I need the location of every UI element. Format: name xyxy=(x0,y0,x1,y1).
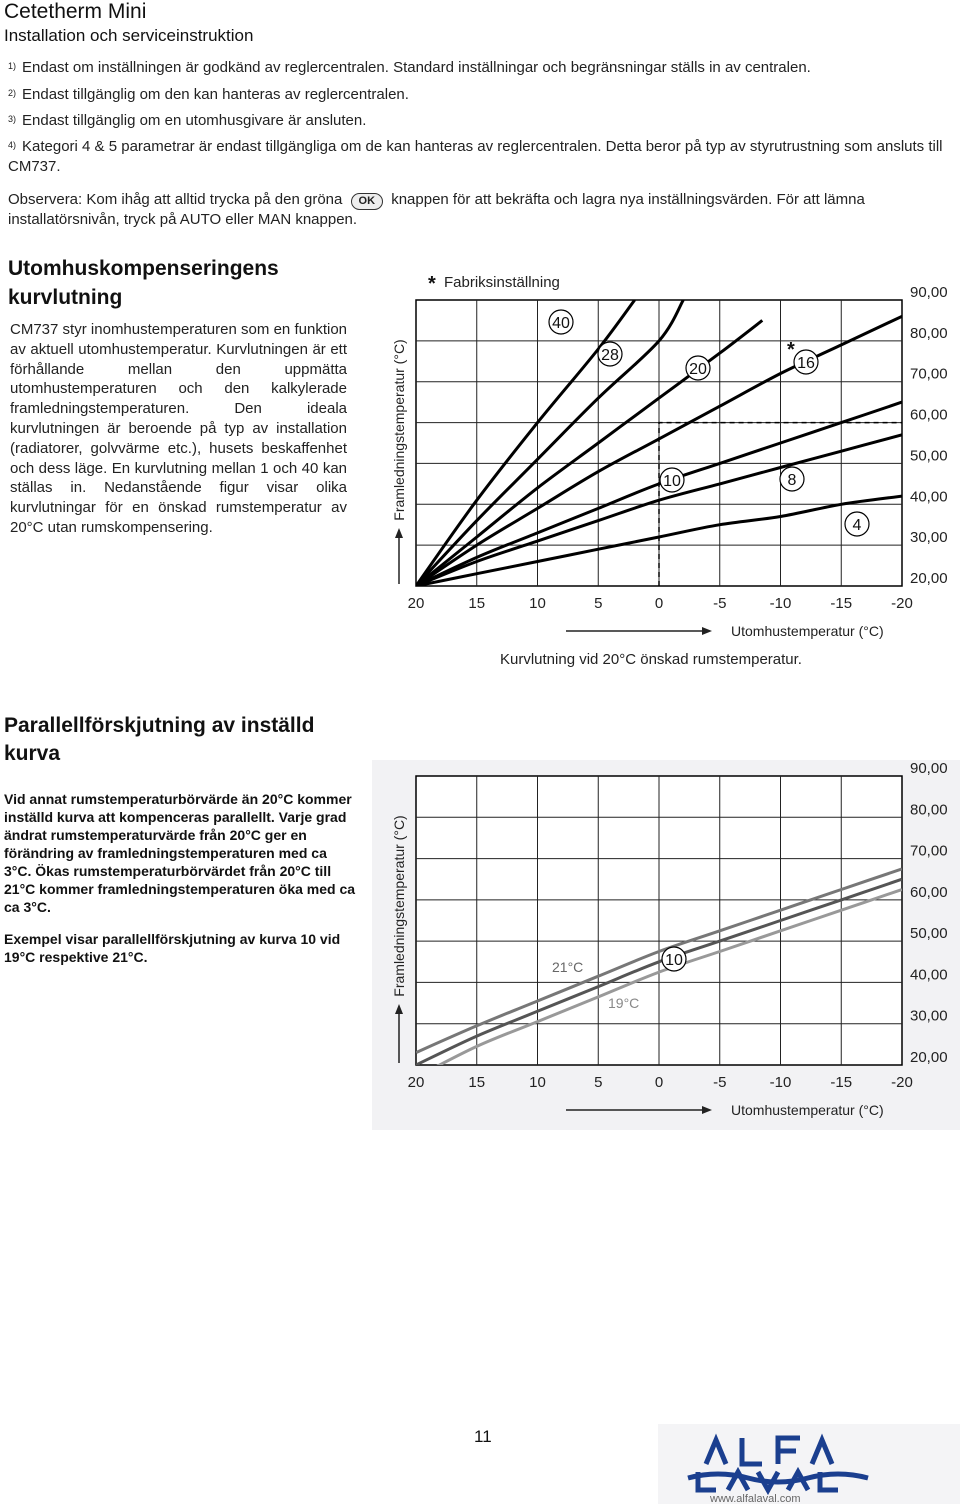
x-axis-label: Utomhustemperatur (°C) xyxy=(731,1102,884,1118)
y-tick-label: 40,00 xyxy=(910,488,948,506)
y-axis-label: Framledningstemperatur (°C) xyxy=(391,815,407,997)
section2-paragraph-2: Exempel visar parallellförskjutning av kurva 10 vid 19°C respektive 21°C. xyxy=(4,931,341,965)
x-tick-label: -15 xyxy=(830,1074,853,1091)
footnote-text: Endast tillgänglig om en utomhusgivare är ansluten. xyxy=(22,112,367,129)
x-tick-label: 10 xyxy=(529,1074,546,1091)
document-subtitle: Installation och serviceinstruktion xyxy=(4,26,254,45)
footnote-4 xyxy=(8,137,948,177)
x-axis-label: Utomhustemperatur (°C) xyxy=(731,623,884,639)
legend-text: Fabriksinställning xyxy=(444,274,560,291)
x-axis-arrow-head xyxy=(702,627,712,635)
footnote-mark: 1) xyxy=(8,61,17,71)
y-tick-label: 60,00 xyxy=(910,883,948,901)
y-axis-arrow-head xyxy=(395,528,403,538)
y-tick-label: 70,00 xyxy=(910,842,948,860)
curve-label-10: 10 xyxy=(665,952,683,969)
parallel-shift-chart xyxy=(372,760,960,1130)
section1-title: Utomhuskompenseringens kurvlutning xyxy=(8,257,279,309)
curve-label-40: 40 xyxy=(552,315,570,332)
curve-label-21c: 21°C xyxy=(552,959,584,975)
page-number: 11 xyxy=(474,1427,492,1446)
footnote-text: Endast om inställningen är godkänd av reglercentralen. Standard inställningar och begränsningar ställs in av centralen. xyxy=(22,59,811,76)
x-tick-label: -15 xyxy=(830,595,853,612)
curve-label-20: 20 xyxy=(689,361,707,378)
section1-body: CM737 styr inomhustemperaturen som en funktion av aktuell utomhustemperatur. Kurvlutningen är ett förhållande mellan den uppmätta utomhustemperaturen och den kalkylerade framledningstemperaturen. Den ideala kurvlutningen är beroende på typ av installation (radiatorer, golvvärme etc.), husets beskaffenhet och dess läge. En kurvlutning mellan 1 och 40 kan ställas in. Nedanstående figur visar olika kurvlutningar för en önskad rumstemperatur av 20°C utan rumskompensering. xyxy=(10,321,347,536)
footnote-3 xyxy=(8,111,366,131)
footnote-mark: 3) xyxy=(8,114,17,124)
x-tick-label: -5 xyxy=(713,1074,727,1091)
y-tick-label: 80,00 xyxy=(910,801,948,819)
section2-body xyxy=(4,790,356,980)
x-tick-label: -10 xyxy=(769,595,792,612)
y-tick-label: 20,00 xyxy=(910,570,948,587)
footnote-text: Kategori 4 & 5 parametrar är endast tillgängliga om de kan hanteras av reglercentralen. Detta beror på typ av styrutrustning som ansluts till CM737. xyxy=(8,138,943,175)
x-tick-label: 0 xyxy=(654,595,664,612)
x-tick-label: -20 xyxy=(891,1074,913,1091)
section2-title: Parallellförskjutning av inställd kurva xyxy=(4,714,315,765)
y-axis-label: Framledningstemperatur (°C) xyxy=(391,339,407,521)
x-tick-label: 5 xyxy=(594,595,603,612)
y-tick-label: 70,00 xyxy=(910,365,948,383)
footnote-mark: 4) xyxy=(8,140,17,150)
footnote-mark: 2) xyxy=(8,88,17,98)
x-tick-label: -10 xyxy=(769,1074,792,1091)
ok-button-icon: OK xyxy=(351,193,384,210)
curve-label-16: 16 xyxy=(797,355,815,372)
footnote-text: Endast tillgänglig om den kan hanteras av reglercentralen. xyxy=(22,86,409,103)
y-tick-label: 40,00 xyxy=(910,966,948,984)
y-tick-label: 90,00 xyxy=(910,284,948,301)
alfa-laval-logo xyxy=(658,1424,960,1504)
curve-label-10: 10 xyxy=(663,473,681,490)
observe-text-after: knappen för att bekräfta och lagra nya inställningsvärden. För att lämna installatörsnivån, tryck på AUTO eller MAN knappen. xyxy=(8,191,865,228)
y-tick-label: 30,00 xyxy=(910,1007,948,1025)
section2-paragraph-1: Vid annat rumstemperaturbörvärde än 20°C kommer inställd kurva att kompenceras parallellt. Varje grad ändrat rumstemperaturvärde från 20°C ger en förändring av framledningstemperaturen med ca 3°C. Ökas rumstemperaturbörvärdet från 20°C till 21°C kommer framledningstemperaturen öka med ca ca 3°C. xyxy=(4,791,356,915)
x-tick-label: 10 xyxy=(529,595,546,612)
y-tick-label: 50,00 xyxy=(910,447,948,465)
x-tick-label: 5 xyxy=(594,1074,603,1091)
y-tick-label: 20,00 xyxy=(910,1049,948,1066)
curve-label-19c: 19°C xyxy=(608,995,640,1011)
y-tick-label: 50,00 xyxy=(910,925,948,943)
document-title: Cetetherm Mini xyxy=(4,0,147,23)
footnote-2 xyxy=(8,85,409,105)
curve-label-28: 28 xyxy=(601,347,619,364)
y-tick-label: 90,00 xyxy=(910,760,948,777)
chart-caption: Kurvlutning vid 20°C önskad rumstemperatur. xyxy=(500,651,802,668)
factory-default-star: * xyxy=(787,339,795,361)
y-tick-label: 80,00 xyxy=(910,324,948,342)
observe-label: Observera: xyxy=(8,191,83,208)
x-tick-label: -20 xyxy=(891,595,913,612)
x-tick-label: -5 xyxy=(713,595,727,612)
x-tick-label: 20 xyxy=(407,1074,425,1091)
x-tick-label: 15 xyxy=(468,1074,486,1091)
y-tick-label: 30,00 xyxy=(910,529,948,547)
logo-url: www.alfalaval.com xyxy=(710,1493,801,1504)
y-tick-label: 60,00 xyxy=(910,406,948,424)
curve-label-4: 4 xyxy=(852,517,862,534)
slope-curves-chart xyxy=(380,262,960,682)
observe-note xyxy=(8,190,948,230)
observe-text-before: Kom ihåg att alltid trycka på den gröna xyxy=(86,191,343,208)
curve-label-8: 8 xyxy=(787,472,797,489)
x-tick-label: 20 xyxy=(407,595,425,612)
legend-star: * xyxy=(428,273,436,295)
x-tick-label: 15 xyxy=(468,595,486,612)
x-tick-label: 0 xyxy=(654,1074,664,1091)
footnote-1 xyxy=(8,58,811,78)
